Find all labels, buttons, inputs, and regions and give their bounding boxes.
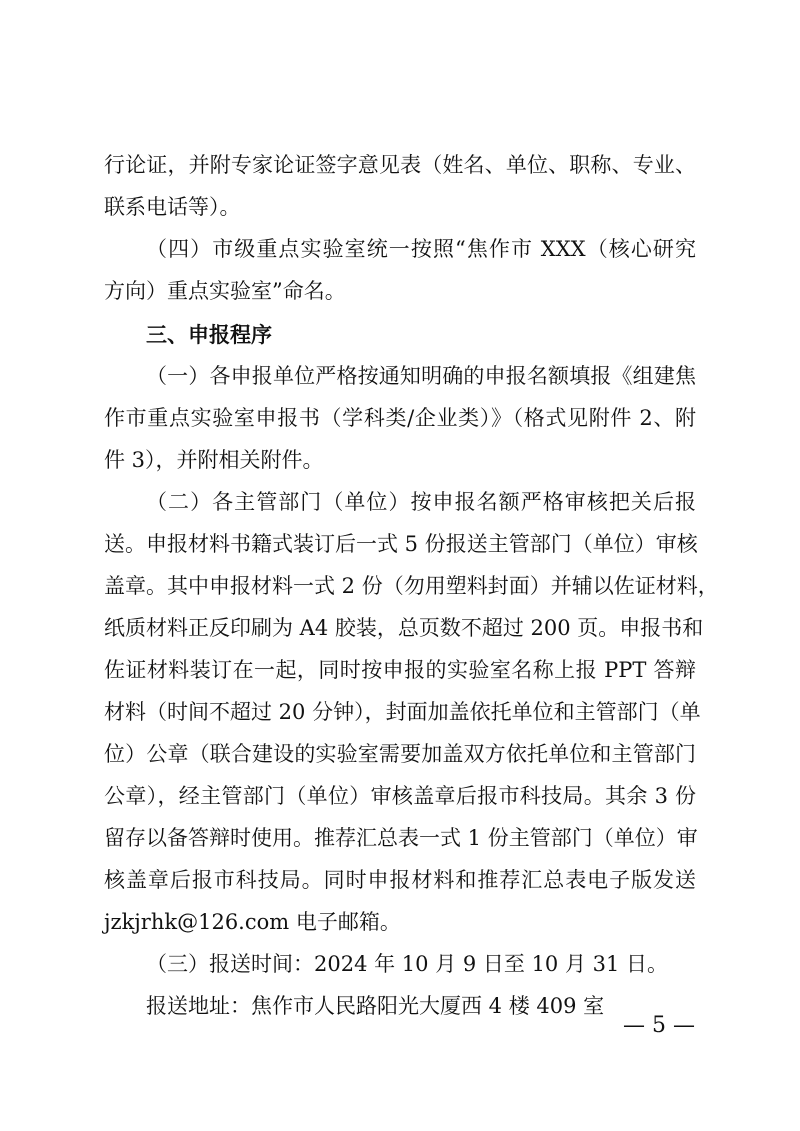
- body-text-line: 位）公章（联合建设的实验室需要加盖双方依托单位和主管部门: [104, 742, 696, 766]
- body-text-line: 公章），经主管部门（单位）审核盖章后报市科技局。其余 3 份: [104, 784, 696, 808]
- body-text-line: 联系电话等）。: [104, 195, 241, 219]
- body-text-line: 留存以备答辩时使用。推荐汇总表一式 1 份主管部门（单位）审: [104, 826, 698, 850]
- body-text-line: 送。申报材料书籍式装订后一式 5 份报送主管部门（单位）审核: [104, 532, 698, 556]
- email-address-line: jzkjrhk@126.com 电子邮箱。: [104, 910, 401, 934]
- body-text-line: 纸质材料正反印刷为 A4 胶装，总页数不超过 200 页。申报书和: [104, 616, 704, 640]
- submission-address-line: 报送地址：焦作市人民路阳光大厦西 4 楼 409 室: [146, 994, 605, 1018]
- body-text-line: 盖章。其中申报材料一式 2 份（勿用塑料封面）并辅以佐证材料，: [104, 574, 719, 598]
- body-text-line: 行论证，并附专家论证签字意见表（姓名、单位、职称、专业、: [104, 153, 696, 177]
- body-text-line: 件 3），并附相关附件。: [104, 448, 324, 472]
- body-text-line: （二）各主管部门（单位）按申报名额严格审核把关后报: [146, 490, 696, 514]
- body-text-line: 作市重点实验室申报书（学科类/企业类）》（格式见附件 2、附: [104, 406, 696, 430]
- body-text-line: （四）市级重点实验室统一按照“焦作市 XXX（核心研究: [146, 237, 696, 261]
- body-text-line: 佐证材料装订在一起，同时按申报的实验室名称上报 PPT 答辩: [104, 658, 696, 682]
- body-text-line: 方向）重点实验室”命名。: [104, 279, 346, 303]
- body-text-line: 材料（时间不超过 20 分钟），封面加盖依托单位和主管部门（单: [104, 700, 701, 724]
- body-text-line: 核盖章后报市科技局。同时申报材料和推荐汇总表电子版发送: [104, 868, 696, 892]
- page-number: — 5 —: [623, 1013, 695, 1038]
- section-heading: 三、申报程序: [146, 323, 272, 347]
- body-text-line: （一）各申报单位严格按通知明确的申报名额填报《组建焦: [146, 364, 696, 388]
- submission-time-line: （三）报送时间：2024 年 10 月 9 日至 10 月 31 日。: [146, 952, 669, 976]
